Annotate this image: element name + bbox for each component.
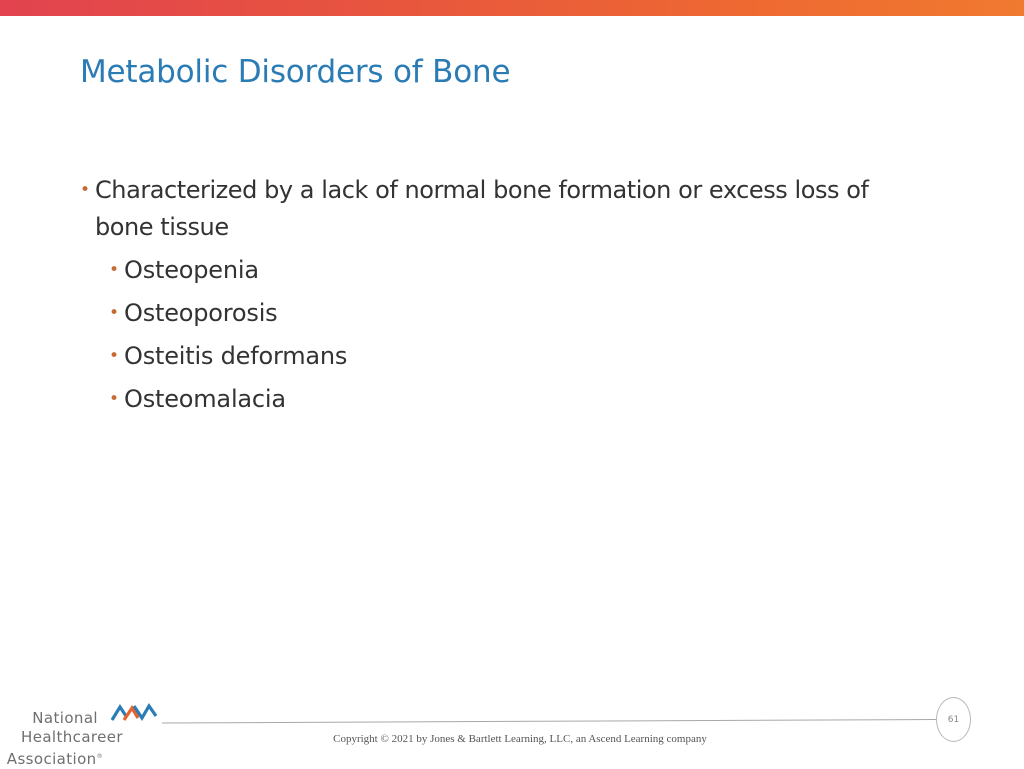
bullet-dot: •: [109, 389, 119, 409]
sub-bullet-text: Osteoporosis: [124, 299, 278, 327]
sub-bullet-text: Osteitis deformans: [124, 342, 348, 370]
sub-bullet-text: Osteopenia: [124, 256, 259, 284]
bullet-text: Characterized by a lack of normal bone formation or excess loss of bone tissue: [95, 176, 869, 241]
slide-title: Metabolic Disorders of Bone: [80, 54, 511, 90]
bullet-dot: •: [80, 180, 90, 200]
sub-bullet-item: [109, 381, 940, 418]
logo-text-healthcareer: Healthcareer: [21, 728, 123, 746]
sub-bullet-item: [109, 295, 940, 332]
logo-text-national: National: [32, 709, 98, 727]
sub-bullet-item: [109, 338, 940, 375]
bullet-dot: •: [109, 346, 119, 366]
bullet-dot: •: [109, 260, 119, 280]
bullet-list: [80, 172, 940, 418]
logo-text-association-word: Association: [6, 750, 97, 768]
nha-mountain-logo-icon: [110, 700, 160, 724]
sub-bullet-text: Osteomalacia: [124, 385, 286, 413]
page-number: 61: [947, 714, 960, 725]
bullet-item: [80, 172, 915, 246]
sub-bullet-item: [109, 252, 940, 289]
registered-mark: ®: [96, 753, 103, 760]
bullet-dot: •: [109, 303, 119, 323]
top-accent-bar: [0, 0, 1024, 16]
footer-divider: [162, 719, 937, 724]
copyright-notice: Copyright © 2021 by Jones & Bartlett Learning, LLC, an Ascend Learning company: [333, 733, 707, 745]
logo-text-association: [7, 747, 103, 769]
